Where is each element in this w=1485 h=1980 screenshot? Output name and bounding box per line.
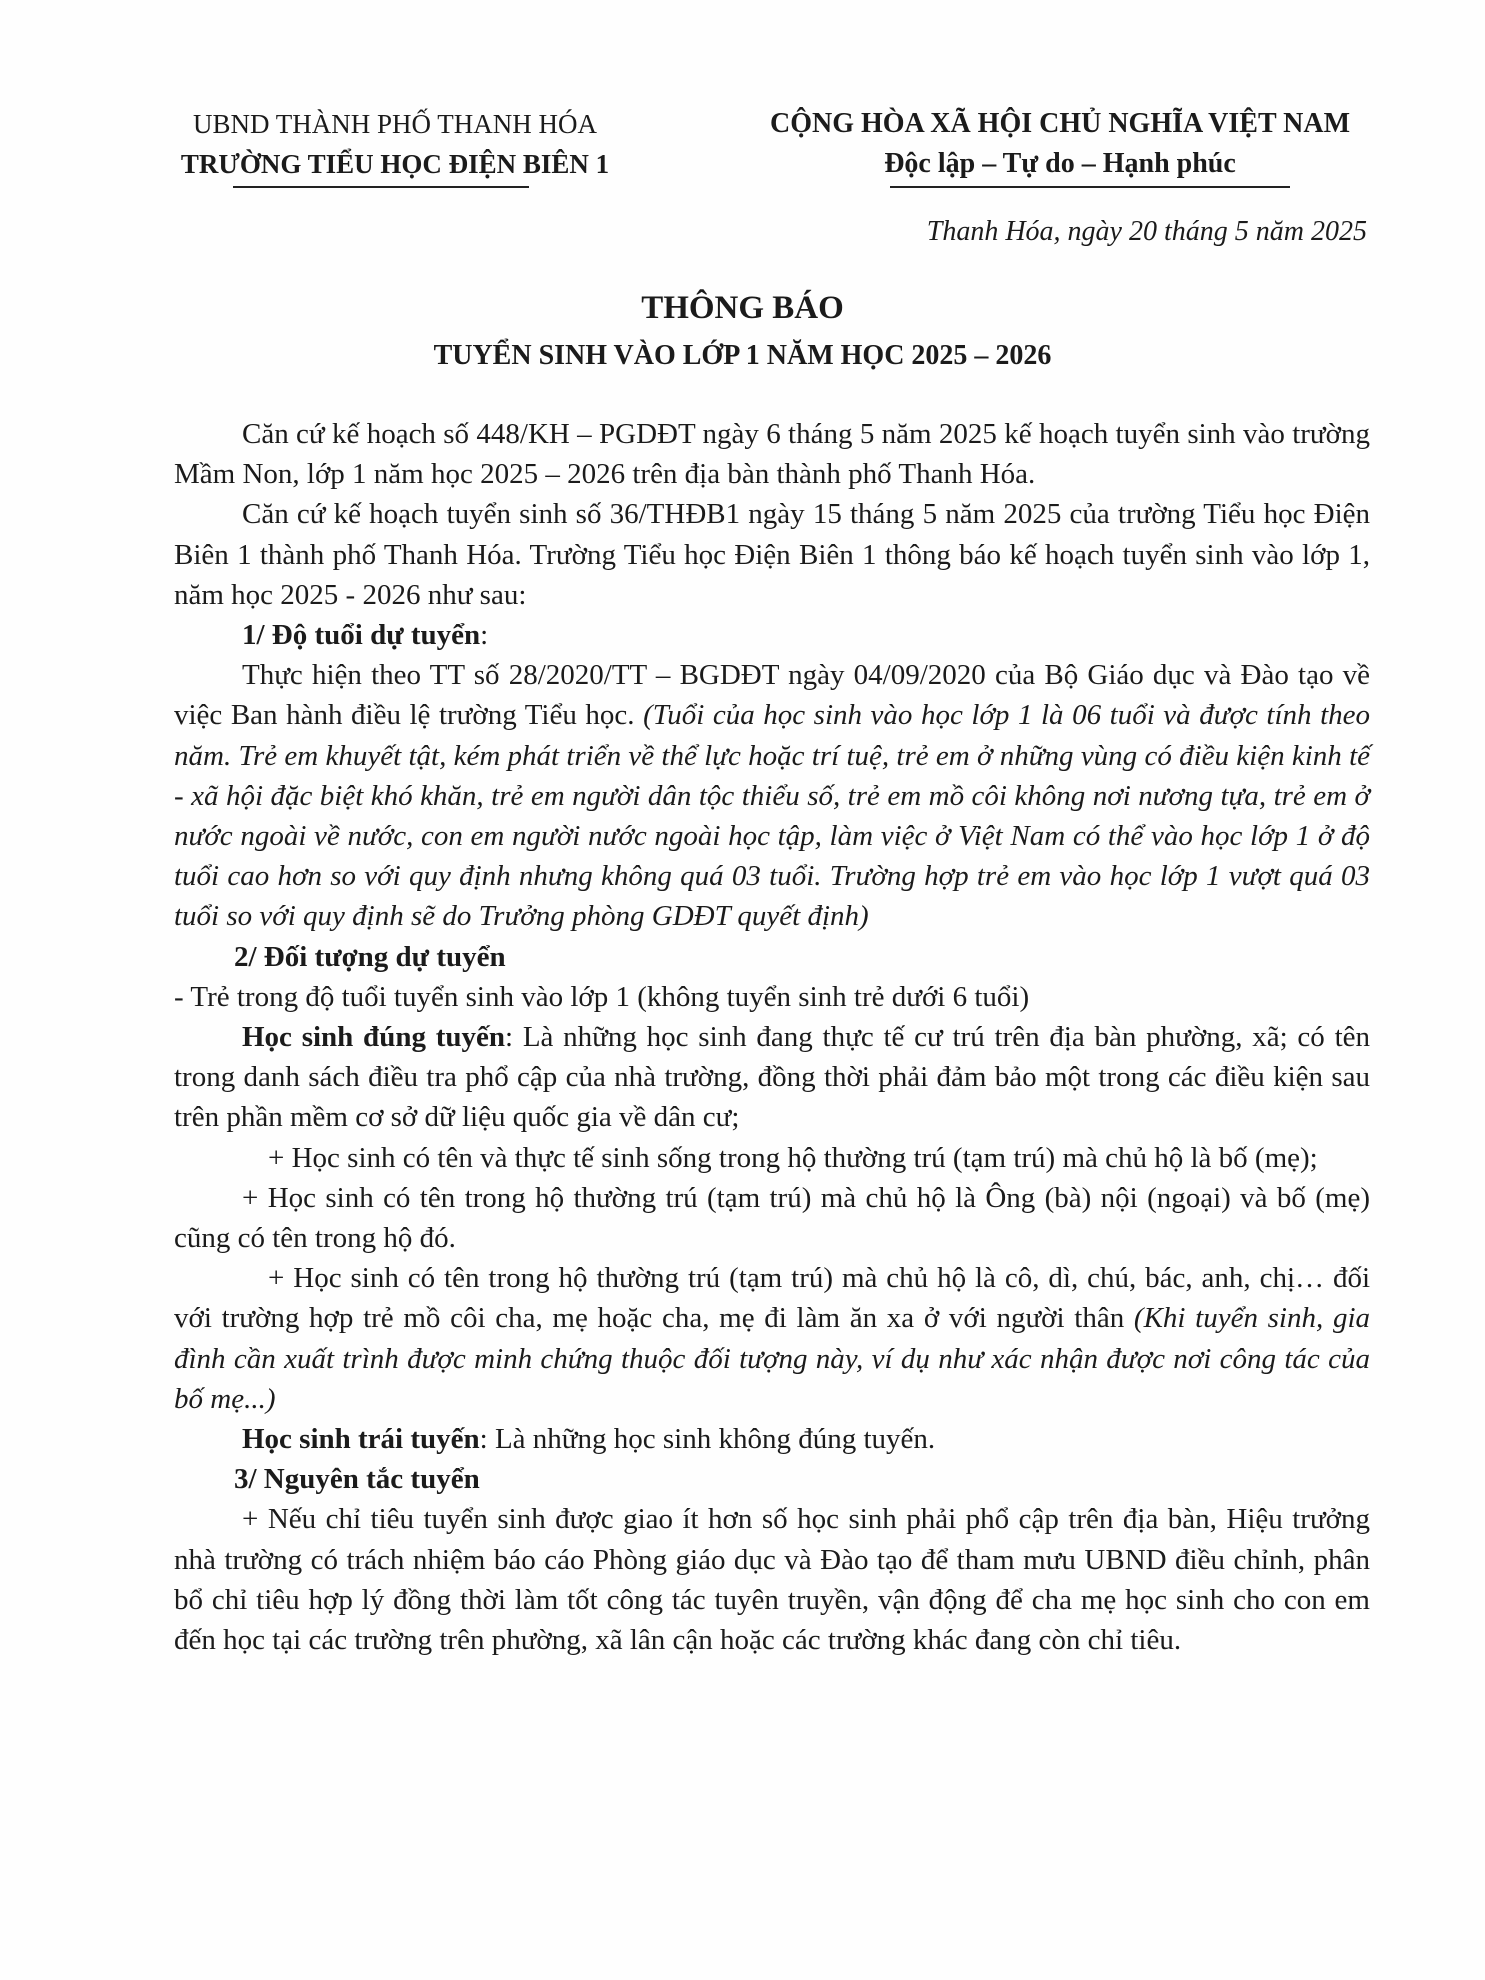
place-date: Thanh Hóa, ngày 20 tháng 5 năm 2025	[926, 216, 1367, 247]
section-1-text: Thực hiện theo TT số 28/2020/TT – BGDĐT ngày 04/09/2020 của Bộ Giáo dục và Đào tạo về việc Ban hành điều lệ trường Tiểu học.	[174, 659, 1370, 732]
section-heading-3: 3/ Nguyên tắc tuyển	[234, 1463, 480, 1496]
in-zone-text: : Là những học sinh đang thực tế cư trú trên địa bàn phường, xã; có tên trong danh sách điều tra phổ cập của nhà trường, đồng thời phải đảm bảo một trong các điều kiện sau trên phần mềm cơ sở dữ liệu quốc gia về dân cư;	[174, 1021, 1370, 1134]
national-motto: Độc lập – Tự do – Hạnh phúc	[884, 148, 1236, 179]
issuer-school: TRƯỜNG TIỂU HỌC ĐIỆN BIÊN 1	[180, 149, 610, 179]
condition-3-text: + Học sinh có tên trong hộ thường trú (tạm trú) mà chủ hộ là cô, dì, chú, bác, anh, chị… đối với trường hợp trẻ mồ côi cha, mẹ hoặc cha, mẹ đi làm ăn xa ở với người thân	[174, 1262, 1370, 1335]
condition-3-note: (Khi tuyển sinh, gia đình cần xuất trình được minh chứng thuộc đối tượng này, ví dụ như xác nhận được nơi công tác của bố mẹ...)	[174, 1302, 1370, 1415]
section-heading-1-text: 1/ Độ tuổi dự tuyển	[242, 619, 481, 652]
in-zone-label: Học sinh đúng tuyến	[242, 1021, 505, 1054]
section-3-paragraph: + Nếu chỉ tiêu tuyển sinh được giao ít hơn số học sinh phải phổ cập trên địa bàn, Hiệu trưởng nhà trường có trách nhiệm báo cáo Phòng giáo dục và Đào tạo để tham mưu UBND điều chỉnh, phân bổ chỉ tiêu hợp lý đồng thời làm tốt công tác tuyên truyền, vận động để cha mẹ học sinh cho con em đến học tại các trường trên phường, xã lân cận hoặc các trường khác đang còn chỉ tiêu.	[174, 1503, 1370, 1657]
section-2-age-line: - Trẻ trong độ tuổi tuyển sinh vào lớp 1 (không tuyển sinh trẻ dưới 6 tuổi)	[174, 980, 1030, 1013]
document-body	[174, 414, 1370, 1660]
section-heading-1-colon: :	[480, 619, 489, 652]
issuer-underline	[233, 186, 529, 188]
issuer-org: UBND THÀNH PHỐ THANH HÓA	[192, 109, 597, 139]
section-1-note: (Tuổi của học sinh vào học lớp 1 là 06 tuổi và được tính theo năm. Trẻ em khuyết tật, kém phát triển về thể lực hoặc trí tuệ, trẻ em ở những vùng có điều kiện kinh tế - xã hội đặc biệt khó khăn, trẻ em người dân tộc thiểu số, trẻ em mồ côi không nơi nương tựa, trẻ em ở nước ngoài về nước, con em người nước ngoài học tập, làm việc ở Việt Nam có thể vào học lớp 1 ở độ tuổi cao hơn so với quy định nhưng không quá 03 tuổi. Trường hợp trẻ em vào học lớp 1 vượt quá 03 tuổi so với quy định sẽ do Trưởng phòng GDĐT quyết định)	[174, 699, 1370, 933]
out-of-zone-label: Học sinh trái tuyến	[242, 1423, 480, 1456]
section-heading-2: 2/ Đối tượng dự tuyển	[234, 940, 506, 973]
document-subtitle: TUYỂN SINH VÀO LỚP 1 NĂM HỌC 2025 – 2026	[433, 340, 1052, 371]
national-title: CỘNG HÒA XÃ HỘI CHỦ NGHĨA VIỆT NAM	[769, 108, 1351, 139]
paragraph-basis-1: Căn cứ kế hoạch số 448/KH – PGDĐT ngày 6 tháng 5 năm 2025 kế hoạch tuyển sinh vào trường Mầm Non, lớp 1 năm học 2025 – 2026 trên địa bàn thành phố Thanh Hóa.	[174, 418, 1370, 491]
issuer-block	[140, 104, 650, 188]
condition-1: + Học sinh có tên và thực tế sinh sống trong hộ thường trú (tạm trú) mà chủ hộ là bố (mẹ);	[268, 1141, 1318, 1174]
in-zone-paragraph	[174, 1017, 1370, 1138]
condition-3	[174, 1258, 1370, 1419]
section-1-paragraph	[174, 655, 1370, 936]
motto-underline	[890, 186, 1290, 188]
paragraph-basis-2: Căn cứ kế hoạch tuyển sinh số 36/THĐB1 ngày 15 tháng 5 năm 2025 của trường Tiểu học Điện Biên 1 thành phố Thanh Hóa. Trường Tiểu học Điện Biên 1 thông báo kế hoạch tuyển sinh vào lớp 1, năm học 2025 - 2026 như sau:	[174, 498, 1370, 611]
condition-2: + Học sinh có tên trong hộ thường trú (tạm trú) mà chủ hộ là Ông (bà) nội (ngoại) và bố (mẹ) cũng có tên trong hộ đó.	[174, 1181, 1370, 1255]
out-of-zone-text: : Là những học sinh không đúng tuyến.	[479, 1423, 936, 1456]
national-header	[720, 104, 1400, 188]
section-heading-1	[174, 615, 1370, 655]
document-title: THÔNG BÁO	[641, 290, 844, 326]
out-of-zone-paragraph	[174, 1419, 1370, 1459]
